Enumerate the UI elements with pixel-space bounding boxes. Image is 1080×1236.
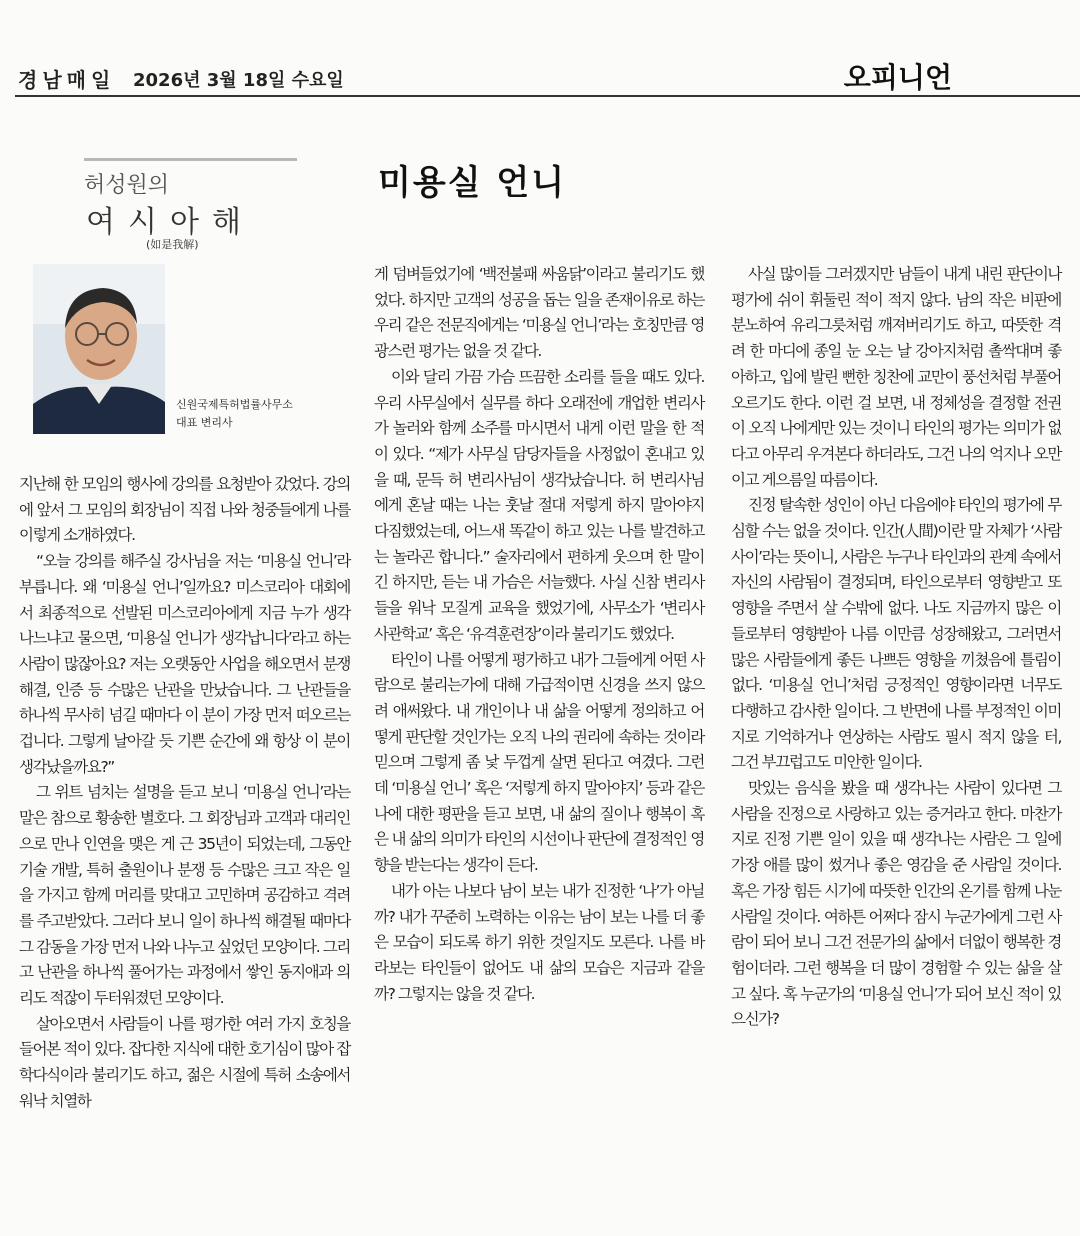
column-title-rule (84, 158, 297, 161)
paragraph: 그 위트 넘치는 설명을 듣고 보니 ‘미용실 언니’라는 말은 참으로 황송한 별호다. 그 회장님과 고객과 대리인으로 만나 인연을 맺은 게 근 35년이 되었는데, 그동안 기술 개발, 특허 출원이나 분쟁 등 수많은 크고 작은 일을 가지고 함께 머리를 맞대고 고민하며 공감하고 격려를 주고받았다. 그러다 보니 일이 하나씩 해결될 때마다 그 감동을 가장 먼저 나와 나누고 싶었던 모양이다. 그리고 난관을 하나씩 풀어가는 과정에서 쌓인 동지애과 의리도 적잖이 두터워졌던 모양이다. (19, 783, 350, 1008)
newspaper-name: 경남매일 (18, 68, 116, 92)
masthead (0, 0, 1080, 98)
paragraph: 타인이 나를 어떻게 평가하고 내가 그들에게 어떤 사람으로 불리는가에 대해 가급적이면 신경을 쓰지 않으려 애써왔다. 내 개인이나 내 삶을 어떻게 정의하고 어떻게 판단할 것인가는 오직 나의 권리에 속하는 것이라 믿으며 그렇게 좀 낯 두껍게 살면 된다고 여겼다. 그런데 ‘미용실 언니’ 혹은 ‘저렇게 하지 말아야지’ 등과 같은 나에 대한 평판을 듣고 보면, 내 삶의 질이나 행복이 혹은 내 삶의 의미가 타인의 시선이나 판단에 결정적인 영향을 받는다는 생각이 든다. (374, 650, 704, 875)
article-column-1 (19, 472, 350, 1115)
article-column-2 (374, 262, 704, 1007)
publication-date: 2026년 3월 18일 수요일 (133, 70, 344, 91)
paragraph: 살아오면서 사람들이 나를 평가한 여러 가지 호칭을 들어본 적이 있다. 잡다한 지식에 대한 호기심이 많아 잡학다식이라 불리기도 하고, 젊은 시절에 특허 소송에서 워낙 치열하 (19, 1014, 350, 1110)
paragraph: 지난해 한 모임의 행사에 강의를 요청받아 갔었다. 강의에 앞서 그 모임의 회장님이 직접 나와 청중들에게 나를 이렇게 소개하였다. (19, 475, 350, 545)
paragraph: 이와 달리 가끔 가슴 뜨끔한 소리를 들을 때도 있다. 우리 사무실에서 실무를 하다 오래전에 개업한 변리사가 놀러와 함께 소주를 마시면서 내게 이런 말을 한 적이 있다. “제가 사무실 담당자들을 사정없이 혼내고 있을 때, 문득 허 변리사님이 생각났습니다. 허 변리사님에게 혼날 때는 나는 훗날 절대 저렇게 하지 말아야지 다짐했었는데, 어느새 똑같이 하고 있는 나를 발견하고는 놀라곤 합니다.” 술자리에서 편하게 웃으며 한 말이긴 하지만, 듣는 내 가슴은 서늘했다. 사실 신참 변리사들을 워낙 모질게 교육을 했었기에, 사무소가 ‘변리사 사관학교’ 혹은 ‘유격훈련장’이라 불리기도 했었다. (374, 367, 704, 643)
paragraph: 게 덤벼들었기에 ‘백전불패 싸움닭’이라고 불리기도 했었다. 하지만 고객의 성공을 돕는 일을 존재이유로 하는 우리 같은 전문직에게는 ‘미용실 언니’라는 호칭만큼 영광스런 평가는 없을 것 같다. (374, 265, 704, 361)
paragraph: 맛있는 음식을 봤을 때 생각나는 사람이 있다면 그 사람을 진정으로 사랑하고 있는 증거라고 한다. 마찬가지로 진정 기쁜 일이 있을 때 생각나는 사람은 그 일에 가장 애를 많이 썼거나 좋은 영감을 준 사람일 것이다. 혹은 가장 힘든 시기에 따뜻한 인간의 온기를 함께 나눈 사람일 것이다. 여하튼 어쩌다 잠시 누군가에게 그런 사람이 되어 보니 그건 전문가의 삶에서 더없이 행복한 경험이더라. 그런 행복을 더 많이 경험할 수 있는 삶을 살고 싶다. 혹 누군가의 ‘미용실 언니’가 되어 보신 적이 있으신가? (731, 779, 1061, 1029)
column-name-hanja: (如是我解) (146, 238, 199, 251)
author-photo (33, 264, 165, 434)
column-name: 여시아해 (86, 205, 254, 240)
caption-organization: 신원국제특허법률사무소 (176, 398, 293, 411)
paragraph: 내가 아는 나보다 남이 보는 내가 진정한 ‘나’가 아닐까? 내가 꾸준히 노력하는 이유는 남이 보는 나를 더 좋은 모습이 되도록 하기 위한 것일지도 모른다. 나를 바라보는 타인들이 없어도 내 삶의 모습은 지금과 같을까? 그렇지는 않을 것 같다. (374, 881, 704, 1003)
paragraph: 사실 많이들 그러겠지만 남들이 내게 내린 판단이나 평가에 쉬이 휘둘린 적이 적지 않다. 남의 작은 비판에 분노하여 유리그릇처럼 깨져버리기도 하고, 따뜻한 격려 한 마디에 종일 눈 오는 날 강아지처럼 촐싹대며 좋아하고, 입에 발린 뻔한 칭찬에 교만이 풍선처럼 부풀어 오르기도 한다. 이런 걸 보면, 내 정체성을 결정할 전권이 오직 나에게만 있는 것이니 타인의 평가는 의미가 없다고 아무리 우겨본다 하더라도, 그건 나의 억지나 오만이고 게으름일 따름이다. (731, 265, 1061, 489)
article-headline: 미용실 언니 (378, 163, 567, 203)
masthead-rule (15, 95, 1080, 97)
caption-job-title: 대표 변리사 (176, 416, 233, 429)
article-column-3 (731, 262, 1061, 1033)
author-portrait-illustration (33, 264, 165, 434)
paragraph: “오늘 강의를 해주실 강사님을 저는 ‘미용실 언니’라 부릅니다. 왜 ‘미용실 언니’일까요? 미스코리아 대회에서 최종적으로 선발된 미스코리아에게 지금 누가 생각나느냐고 물으면, ‘미용실 언니가 생각납니다’라고 하는 사람이 많잖아요? 저는 오랫동안 사업을 해오면서 분쟁 해결, 인증 등 수많은 난관을 만났습니다. 그 난관들을 하나씩 무사히 넘길 때마다 이 분이 가장 먼저 떠오르는 겁니다. 그렇게 날아갈 듯 기쁜 순간에 왜 항상 이 분이 생각났을까요?” (19, 552, 350, 776)
column-author-label: 허성원의 (84, 173, 170, 198)
section-title: 오피니언 (843, 61, 952, 94)
photo-caption (176, 396, 293, 432)
paragraph: 진정 탈속한 성인이 아닌 다음에야 타인의 평가에 무심할 수는 없을 것이다. 인간(人間)이란 말 자체가 ‘사람 사이’라는 뜻이니, 사람은 누구나 타인과의 관계 속에서 자신의 사람됨이 결정되며, 타인으로부터 영향받고 또 영향을 주면서 살 수밖에 없다. 나도 지금까지 많은 이들로부터 영향받아 나름 이만큼 성장해왔고, 그러면서 많은 사람들에게 좋든 나쁘든 영향을 끼쳤음에 틀림이 없다. ‘미용실 언니’처럼 긍정적인 영향이라면 너무도 다행하고 감사한 일이다. 그 반면에 나를 부정적인 이미지로 기억하거나 연상하는 사람도 필시 적지 않을 터, 그건 부끄럽고도 미안한 일이다. (731, 496, 1061, 772)
